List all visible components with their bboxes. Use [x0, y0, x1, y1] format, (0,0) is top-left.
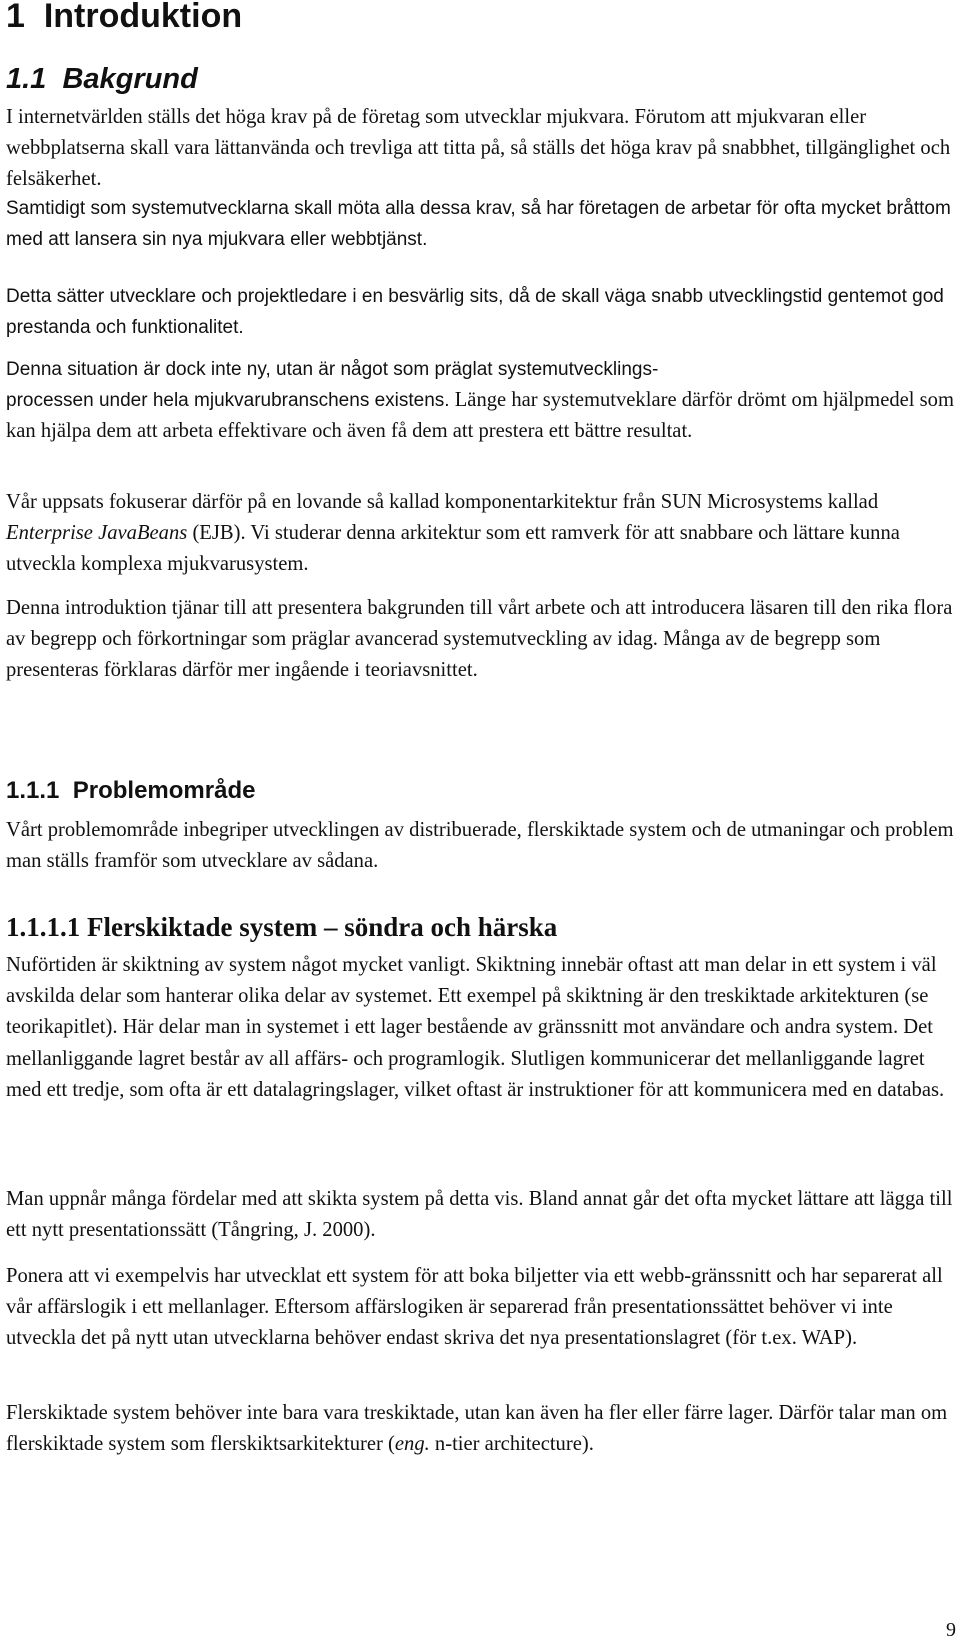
- heading-number: 1: [6, 0, 25, 35]
- paragraph: [6, 487, 956, 581]
- heading-bakgrund: [6, 62, 198, 96]
- paragraph: Detta sätter utvecklare och projektledare i en besvärlig sits, då de skall väga snabb utvecklingstid gentemot god prestanda och funktionalitet.: [6, 286, 944, 339]
- paragraph-serif-part: Länge har systemutveklare därför drömt om hjälpmedel som kan hjälpa dem att arbeta effektivare och även få dem att prestera ett bättre resultat.: [6, 389, 954, 443]
- emphasis: eng.: [394, 1433, 430, 1456]
- heading-number: 1.1: [6, 63, 47, 95]
- heading-title: Flerskiktade system – söndra och härska: [87, 912, 558, 942]
- paragraph: Ponera att vi exempelvis har utvecklat ett system för att boka biljetter via ett webb-gränssnitt och har separerat all vår affärslogik i ett mellanlager. Eftersom affärslogiken är separerad från presentationssättet behöver vi inte utveckla det på nytt utan utvecklarna behöver endast skriva det nya presentationslagret (för t.ex. WAP).: [6, 1265, 943, 1350]
- emphasis: Enterprise JavaBeans: [6, 522, 188, 545]
- paragraph: Denna introduktion tjänar till att presentera bakgrunden till vårt arbete och att introducera läsaren till den rika flora av begrepp och förkortningar som präglar avancerad systemutveckling av idag. Många av de begrepp som presenteras förklaras därför mer ingående i teoriavsnittet.: [6, 597, 953, 682]
- text: (EJB). Vi studerar denna arkitektur som ett ramverk för att snabbare och lättare kunna utveckla komplexa mjukvarusystem.: [6, 522, 900, 576]
- paragraph-sans-part: Denna situation är dock inte ny, utan är något som präglat systemutvecklings-: [6, 359, 659, 380]
- paragraph: Nuförtiden är skiktning av system något mycket vanligt. Skiktning innebär oftast att man delar in ett system i väl avskilda delar som hanterar olika delar av systemet. Ett exempel på skiktning är den treskiktade arkitekturen (se teorikapitlet). Här delar man in systemet i ett lager bestående av gränssnitt mot användare och andra system. Det mellanliggande lagret består av all affärs- och programlogik. Slutligen kommunicerar det mellanliggande lagret med ett tredje, som ofta är ett datalagringslager, vilket oftast är instruktioner för att kommunicera med en databas.: [6, 954, 945, 1101]
- paragraph-sans-part: processen under hela mjukvarubranschens existens.: [6, 390, 450, 412]
- heading-number: 1.1.1: [6, 777, 60, 804]
- text: Vår uppsats fokuserar därför på en lovande så kallad komponentarkitektur från SUN Microsystems kallad: [6, 491, 879, 513]
- paragraph: [6, 354, 956, 448]
- heading-number: 1.1.1.1: [6, 912, 81, 942]
- text: Flerskiktade system behöver inte bara vara treskiktade, utan kan även ha fler eller färre lager. Därför talar man om flerskiktade system som flerskiktsarkitekturer (: [6, 1402, 948, 1456]
- heading-title: Introduktion: [43, 0, 243, 35]
- paragraph: Vårt problemområde inbegriper utvecklingen av distribuerade, flerskiktade system och de utmaningar och problem man ställs framför som utvecklare av sådana.: [6, 819, 954, 873]
- page-number: 9: [946, 1619, 956, 1641]
- paragraph: [6, 1398, 956, 1460]
- heading-introduktion: [6, 0, 242, 36]
- text: n-tier architecture).: [429, 1433, 594, 1456]
- heading-title: Problemområde: [72, 777, 256, 804]
- heading-problemomrade: [6, 776, 255, 806]
- paragraph: I internetvärlden ställs det höga krav på de företag som utvecklar mjukvara. Förutom att mjukvaran eller webbplatserna skall vara lättanvända och trevliga att titta på, så ställs det höga krav på snabbhet, tillgänglighet och felsäkerhet.: [6, 106, 951, 191]
- heading-flerskiktade-system: [6, 910, 557, 944]
- paragraph: Man uppnår många fördelar med att skikta system på detta vis. Bland annat går det ofta mycket lättare att lägga till ett nytt presentationssätt (Tångring, J. 2000).: [6, 1188, 953, 1242]
- heading-title: Bakgrund: [62, 63, 198, 95]
- paragraph: Samtidigt som systemutvecklarna skall möta alla dessa krav, så har företagen de arbetar för ofta mycket bråttom med att lansera sin nya mjukvara eller webbtjänst.: [6, 198, 951, 251]
